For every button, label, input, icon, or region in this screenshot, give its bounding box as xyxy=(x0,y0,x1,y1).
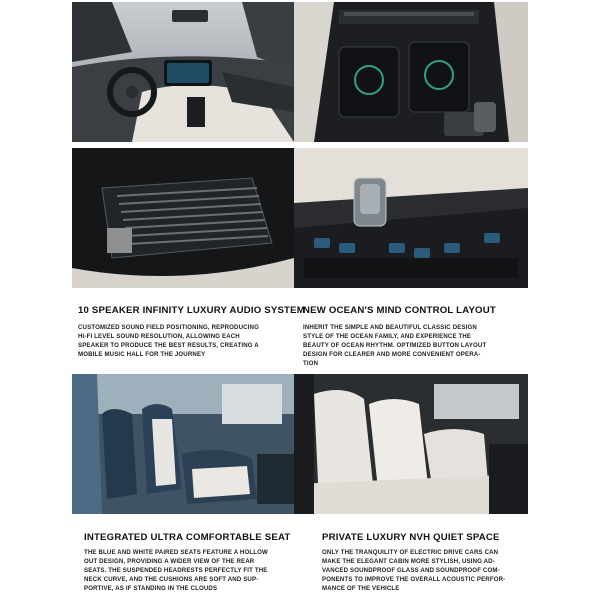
seat-feature-title: INTEGRATED ULTRA COMFORTABLE SEAT xyxy=(84,532,291,543)
nvh-feature-title: PRIVATE LUXURY NVH QUIET SPACE xyxy=(322,532,500,543)
gear-selector-photo xyxy=(294,148,528,288)
audio-feature-title: 10 SPEAKER INFINITY LUXURY AUDIO SYSTEM xyxy=(78,305,305,316)
dashboard-photo xyxy=(72,2,294,142)
control-layout-feature-description: INHERIT THE SIMPLE AND BEAUTIFUL CLASSIC DESIGN STYLE OF THE OCEAN FAMILY, AND EXPERIENCE THE BEAUTY OF OCEAN RHYTHM. OPTIMIZED BUTTON LAYOUT DESIGN FOR CLEARER AND MORE CONVENIENT OPERA- TION xyxy=(303,324,487,368)
charging-console-photo xyxy=(294,2,528,142)
front-seats-photo xyxy=(72,374,294,514)
nvh-feature-description: ONLY THE TRANQUILITY OF ELECTRIC DRIVE CARS CAN MAKE THE ELEGANT CABIN MORE STYLISH, USING AD- VANCED SOUNDPROOF GLASS AND SOUNDPROOF COM- PONENTS TO IMPROVE THE OVERALL ACOUSTIC PERFOR- MANCE OF THE VEHICLE xyxy=(322,549,506,593)
rear-seats-photo xyxy=(294,374,528,514)
audio-feature-description: CUSTOMIZED SOUND FIELD POSITIONING, REPRODUCING HI-FI LEVEL SOUND RESOLUTION, ALLOWING EACH SPEAKER TO PRODUCE THE BEST RESULTS, CREATING A MOBILE MUSIC HALL FOR THE JOURNEY xyxy=(78,324,259,359)
control-layout-feature-title: NEW OCEAN'S MIND CONTROL LAYOUT xyxy=(303,305,496,316)
seat-feature-description: THE BLUE AND WHITE PAIRED SEATS FEATURE A HOLLOW OUT DESIGN, PROVIDING A WIDER VIEW OF THE REAR SEATS. THE SUSPENDED HEADRESTS PERFECTLY FIT THE NECK CURVE, AND THE CUSHIONS ARE SOFT AND SUP- PORTIVE, AS IF STANDING IN THE CLOUDS xyxy=(84,549,268,593)
speaker-vent-photo xyxy=(72,148,294,288)
